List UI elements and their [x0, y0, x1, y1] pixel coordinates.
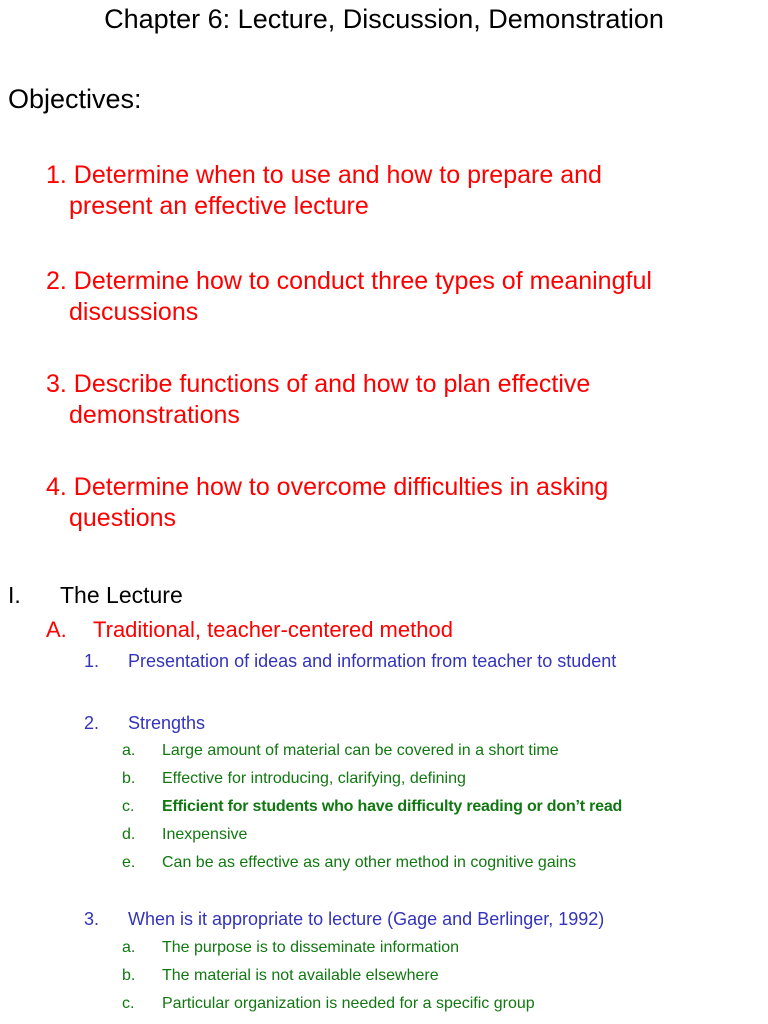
list-item: The purpose is to disseminate information: [162, 939, 460, 956]
list-item-letter: a.: [122, 939, 136, 956]
subsection-letter: A.: [46, 617, 67, 642]
list-item-letter: c.: [122, 995, 135, 1012]
objective-line: discussions: [69, 298, 199, 326]
objective-item-4: [46, 472, 758, 534]
list-item-letter: a.: [122, 742, 136, 759]
objective-line: demonstrations: [69, 401, 240, 429]
list-item-letter: c.: [122, 798, 135, 815]
point-number: 2.: [84, 713, 100, 733]
objective-item-1: [46, 160, 758, 222]
objective-line: 1. Determine when to use and how to prepare and: [46, 161, 602, 189]
point-text: Strengths: [128, 713, 206, 733]
point-number: 3.: [84, 909, 100, 929]
point-text: Presentation of ideas and information from teacher to student: [128, 651, 617, 671]
objective-line: questions: [69, 504, 177, 532]
list-item: Efficient for students who have difficulty reading or don’t read: [162, 798, 623, 815]
point-number: 1.: [84, 651, 100, 671]
list-item: Particular organization is needed for a specific group: [162, 995, 535, 1012]
list-item: Effective for introducing, clarifying, defining: [162, 770, 466, 787]
objective-item-2: [46, 266, 758, 328]
list-item-letter: e.: [122, 854, 136, 871]
list-item-letter: d.: [122, 826, 136, 843]
point-text: When is it appropriate to lecture (Gage and Berlinger, 1992): [128, 909, 605, 929]
list-item: Can be as effective as any other method in cognitive gains: [162, 854, 577, 871]
objective-line: 2. Determine how to conduct three types of meaningful: [46, 267, 652, 295]
list-item: Inexpensive: [162, 826, 248, 843]
list-item: Large amount of material can be covered in a short time: [162, 742, 559, 759]
subsection-title: Traditional, teacher-centered method: [93, 617, 453, 642]
objective-item-3: [46, 369, 758, 431]
list-item-letter: b.: [122, 770, 136, 787]
list-item-letter: b.: [122, 967, 136, 984]
objective-line: 4. Determine how to overcome difficulties in asking: [46, 473, 609, 501]
list-item: The material is not available elsewhere: [162, 967, 439, 984]
section-number: I.: [8, 582, 21, 608]
page-title: Chapter 6: Lecture, Discussion, Demonstration: [104, 4, 664, 34]
section-title: The Lecture: [60, 582, 183, 608]
objective-line: 3. Describe functions of and how to plan effective: [46, 370, 591, 398]
objective-line: present an effective lecture: [69, 192, 369, 220]
objectives-heading: Objectives:: [8, 84, 142, 114]
